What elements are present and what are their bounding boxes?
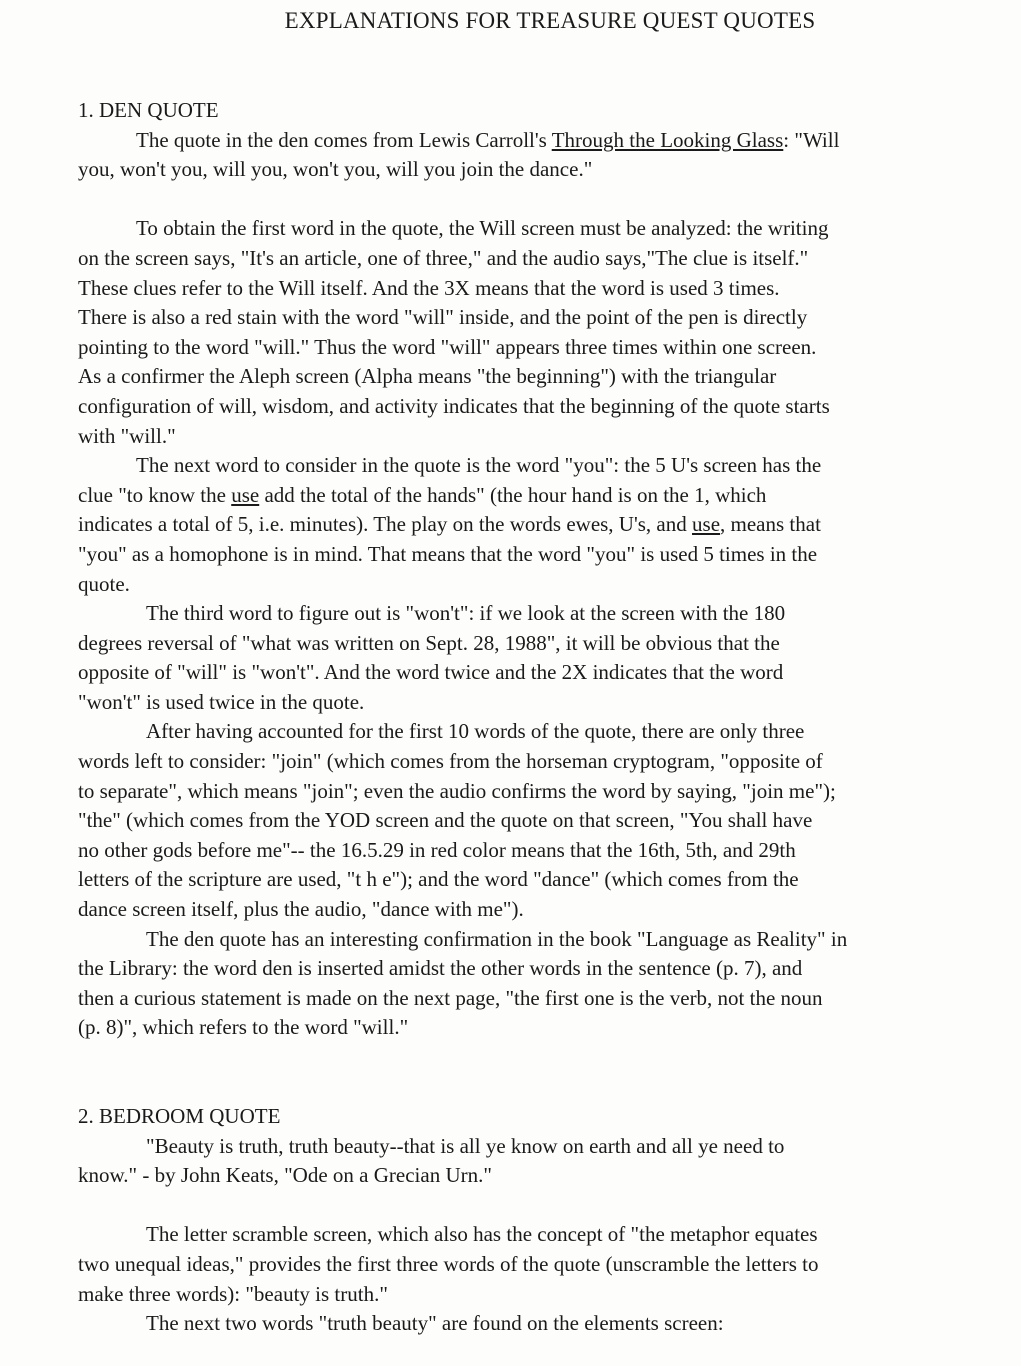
text-span: The quote in the den comes from Lewis Carroll's	[136, 127, 552, 152]
paragraph-line: to separate", which means "join"; even the audio confirms the word by saying, "join me");	[78, 778, 836, 803]
paragraph-line: with "will."	[78, 423, 176, 448]
paragraph-line: (p. 8)", which refers to the word "will."	[78, 1015, 409, 1040]
paragraph-line: These clues refer to the Will itself. And the 3X means that the word is used 3 times.	[78, 275, 780, 300]
section-heading-den-quote: 1. DEN QUOTE	[78, 98, 219, 122]
paragraph-line	[78, 126, 978, 156]
blank-line	[78, 1043, 978, 1102]
paragraph-line: The den quote has an interesting confirmation in the book "Language as Reality" in	[146, 926, 848, 951]
text-span: add the total of the hands" (the hour hand is on the 1, which	[259, 482, 767, 507]
underlined-word: use	[692, 512, 721, 537]
paragraph-line: quote.	[78, 571, 130, 596]
paragraph-line: then a curious statement is made on the next page, "the first one is the verb, not the noun	[78, 985, 823, 1010]
paragraph-line: dance screen itself, plus the audio, "dance with me").	[78, 897, 524, 922]
text-span: indicates a total of 5, i.e. minutes). The play on the words ewes, U's, and	[78, 512, 693, 537]
paragraph-line	[78, 481, 978, 511]
blank-line	[78, 185, 978, 215]
text-span: : "Will	[783, 127, 840, 152]
paragraph-line: no other gods before me"-- the 16.5.29 in red color means that the 16th, 5th, and 29th	[78, 837, 796, 862]
blank-line	[78, 1191, 978, 1221]
paragraph-line: you, won't you, will you, won't you, will you join the dance."	[78, 157, 593, 182]
paragraph-line: The next two words "truth beauty" are found on the elements screen:	[146, 1311, 724, 1336]
book-title: Through the Looking Glass	[551, 127, 784, 152]
paragraph-line: two unequal ideas," provides the first three words of the quote (unscramble the letters to	[78, 1251, 819, 1276]
paragraph-line: To obtain the first word in the quote, the Will screen must be analyzed: the writing	[136, 216, 829, 241]
paragraph-line: make three words): "beauty is truth."	[78, 1281, 388, 1306]
paragraph-line: on the screen says, "It's an article, one of three," and the audio says,"The clue is itself."	[78, 245, 809, 270]
paragraph-line: "Beauty is truth, truth beauty--that is all ye know on earth and all ye need to	[146, 1133, 785, 1158]
paragraph-line: words left to consider: "join" (which comes from the horseman cryptogram, "opposite of	[78, 749, 823, 774]
paragraph-line: "the" (which comes from the YOD screen and the quote on that screen, "You shall have	[78, 808, 813, 833]
paragraph-line: know." - by John Keats, "Ode on a Grecian Urn."	[78, 1163, 492, 1188]
paragraph-line: The letter scramble screen, which also has the concept of "the metaphor equates	[146, 1222, 818, 1247]
paragraph-line: degrees reversal of "what was written on Sept. 28, 1988", it will be obvious that the	[78, 630, 780, 655]
paragraph-line	[78, 510, 978, 540]
paragraph-line: "you" as a homophone is in mind. That means that the word "you" is used 5 times in the	[78, 541, 818, 566]
paragraph-line: letters of the scripture are used, "t h e"); and the word "dance" (which comes from the	[78, 867, 799, 892]
paragraph-line: configuration of will, wisdom, and activity indicates that the beginning of the quote starts	[78, 393, 830, 418]
paragraph-line: pointing to the word "will." Thus the word "will" appears three times within one screen.	[78, 334, 817, 359]
paragraph-line: The next word to consider in the quote is the word "you": the 5 U's screen has the	[136, 453, 822, 478]
paragraph-line: opposite of "will" is "won't". And the word twice and the 2X indicates that the word	[78, 660, 784, 685]
paragraph-line: There is also a red stain with the word "will" inside, and the point of the pen is directly	[78, 305, 808, 330]
paragraph-line: After having accounted for the first 10 words of the quote, there are only three	[146, 719, 805, 744]
document-body	[78, 96, 978, 1339]
underlined-word: use	[231, 482, 260, 507]
paragraph-line: As a confirmer the Aleph screen (Alpha means "the beginning") with the triangular	[78, 364, 777, 389]
section-heading-bedroom-quote: 2. BEDROOM QUOTE	[78, 1104, 281, 1128]
paragraph-line: The third word to figure out is "won't": if we look at the screen with the 180	[146, 601, 786, 626]
page-title: EXPLANATIONS FOR TREASURE QUEST QUOTES	[284, 8, 816, 33]
text-span: clue "to know the	[78, 482, 232, 507]
text-span: , means that	[720, 512, 821, 537]
paragraph-line: the Library: the word den is inserted amidst the other words in the sentence (p. 7), and	[78, 956, 803, 981]
paragraph-line: "won't" is used twice in the quote.	[78, 689, 365, 714]
